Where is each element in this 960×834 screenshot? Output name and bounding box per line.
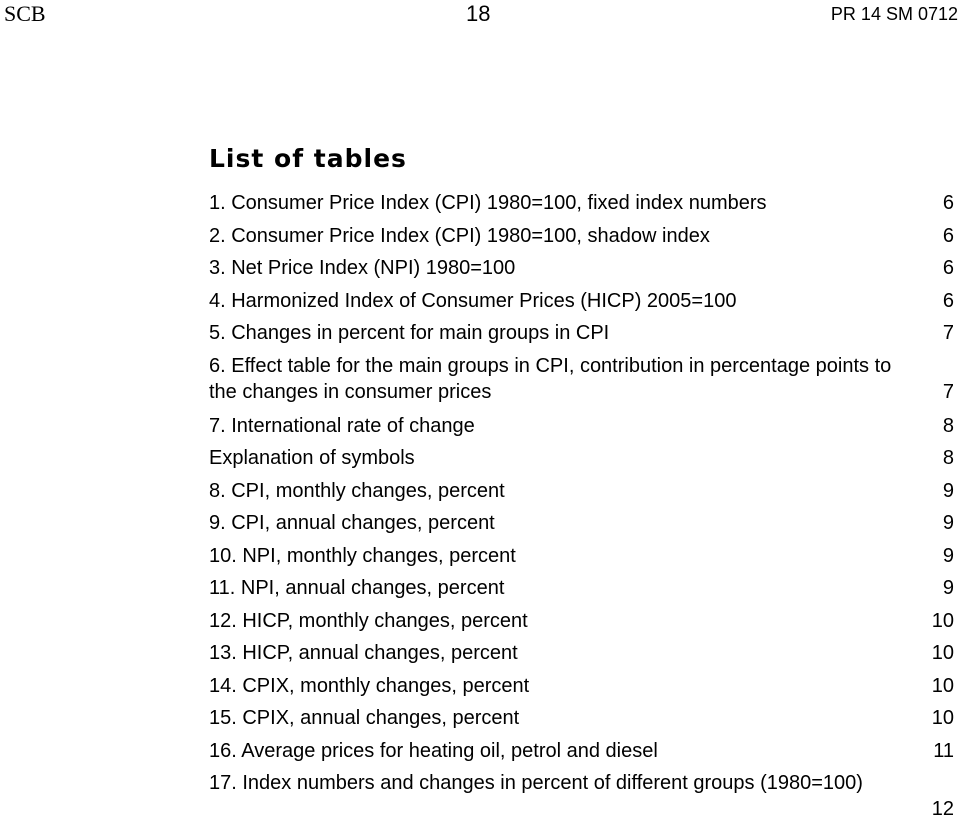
toc-entry-title: 13. HICP, annual changes, percent (209, 642, 518, 664)
toc-entry-page: 8 (942, 447, 954, 469)
toc-entry-page: 9 (942, 479, 954, 502)
toc-entry[interactable] (209, 608, 954, 641)
toc-entry-page: 10 (931, 674, 954, 697)
toc-entry-page: 9 (942, 512, 954, 534)
toc-entry-title: 16. Average prices for heating oil, petrol and diesel (209, 739, 658, 762)
toc-entry-page: 9 (942, 577, 954, 599)
toc-entry-title: 2. Consumer Price Index (CPI) 1980=100, shadow index (209, 224, 710, 247)
toc-entry[interactable] (209, 738, 954, 771)
toc-entry-title: 7. International rate of change (209, 414, 475, 437)
toc-entry[interactable] (209, 478, 954, 511)
table-of-contents (209, 190, 954, 830)
toc-entry-page: 6 (942, 192, 954, 214)
report-code: PR 14 SM 0712 (830, 4, 958, 24)
toc-entry-title: 14. CPIX, monthly changes, percent (209, 674, 530, 697)
toc-entry[interactable] (209, 413, 954, 446)
toc-entry-title: 12. HICP, monthly changes, percent (209, 609, 528, 632)
toc-entry[interactable] (209, 673, 954, 706)
toc-entry-title: 17. Index numbers and changes in percent of different groups (1980=100) (209, 772, 863, 794)
toc-entry-page: 7 (942, 322, 954, 344)
toc-entry-title: 15. CPIX, annual changes, percent (209, 707, 520, 729)
publisher-label: SCB (4, 1, 46, 26)
page-number: 18 (466, 1, 491, 26)
toc-entry-title: Explanation of symbols (209, 447, 415, 469)
toc-entry[interactable] (209, 770, 954, 830)
toc-entry[interactable] (209, 640, 954, 673)
toc-entry-page: 10 (931, 707, 954, 729)
toc-entry[interactable] (209, 255, 954, 288)
toc-entry-title: 1. Consumer Price Index (CPI) 1980=100, fixed index numbers (209, 192, 767, 214)
toc-entry[interactable] (209, 288, 954, 321)
toc-entry[interactable] (209, 445, 954, 478)
toc-entry[interactable] (209, 510, 954, 543)
page-title: List of tables (209, 144, 407, 173)
toc-entry-page: 6 (942, 257, 954, 279)
toc-entry[interactable] (209, 705, 954, 738)
toc-entry[interactable] (209, 190, 954, 223)
toc-entry-page: 12 (931, 798, 954, 820)
toc-entry-page: 11 (933, 739, 954, 762)
toc-entry[interactable] (209, 320, 954, 353)
toc-entry-page: 8 (942, 414, 954, 437)
toc-entry[interactable] (209, 353, 954, 413)
toc-entry-page: 6 (942, 224, 954, 247)
page-header (0, 0, 960, 30)
toc-entry-page: 6 (942, 289, 954, 312)
toc-entry-title: 4. Harmonized Index of Consumer Prices (HICP) 2005=100 (209, 289, 737, 312)
toc-entry-title: 3. Net Price Index (NPI) 1980=100 (209, 257, 516, 279)
toc-entry-page: 10 (931, 609, 954, 632)
toc-entry-title: 5. Changes in percent for main groups in CPI (209, 322, 610, 344)
toc-entry[interactable] (209, 575, 954, 608)
toc-entry[interactable] (209, 543, 954, 576)
toc-entry-title: 9. CPI, annual changes, percent (209, 512, 495, 534)
toc-entry-page: 9 (942, 544, 954, 567)
toc-entry[interactable] (209, 223, 954, 256)
toc-entry-title: 10. NPI, monthly changes, percent (209, 544, 516, 567)
toc-entry-title: 11. NPI, annual changes, percent (209, 577, 505, 599)
toc-entry-page: 10 (931, 642, 954, 664)
toc-entry-page: 7 (942, 380, 954, 403)
toc-entry-title: 6. Effect table for the main groups in CPI, contribution in percentage points to the changes in consumer prices (209, 354, 892, 403)
toc-entry-title: 8. CPI, monthly changes, percent (209, 479, 505, 502)
